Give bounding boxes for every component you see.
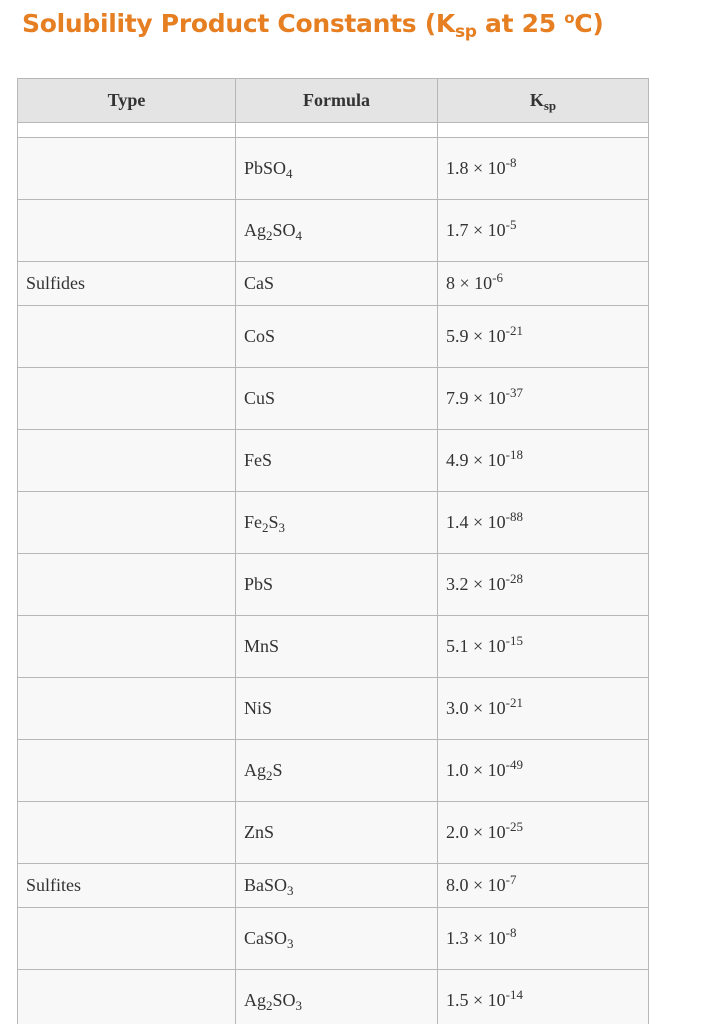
type-cell xyxy=(18,430,236,492)
formula-cell xyxy=(236,430,438,492)
ksp-coefficient: 8.0 × 10 xyxy=(446,875,506,895)
ksp-coefficient: 1.3 × 10 xyxy=(446,928,506,948)
table-row xyxy=(18,262,649,306)
type-cell xyxy=(18,908,236,970)
ksp-cell xyxy=(438,306,649,368)
table-row xyxy=(18,138,649,200)
formula-text: MnS xyxy=(244,636,280,656)
ksp-exponent: -5 xyxy=(505,217,517,232)
ksp-exponent: -15 xyxy=(505,633,523,648)
ksp-coefficient: 5.9 × 10 xyxy=(446,326,506,346)
formula-cell xyxy=(236,970,438,1024)
formula-text: CaSO xyxy=(244,928,288,948)
formula-subscript: 3 xyxy=(287,936,294,951)
formula-text: Ag xyxy=(244,990,266,1010)
formula-subscript: 2 xyxy=(262,520,269,535)
formula-subscript: 2 xyxy=(266,768,273,783)
ksp-exponent: -18 xyxy=(505,447,523,462)
ksp-cell xyxy=(438,430,649,492)
ksp-cell xyxy=(438,864,649,908)
formula-cell xyxy=(236,492,438,554)
formula-text: BaSO xyxy=(244,875,288,895)
title-subscript: sp xyxy=(454,22,477,42)
table-spacer-row xyxy=(18,123,649,138)
formula-cell xyxy=(236,200,438,262)
page-title xyxy=(22,4,603,44)
table-row xyxy=(18,678,649,740)
ksp-cell xyxy=(438,368,649,430)
table-row xyxy=(18,200,649,262)
type-cell xyxy=(18,554,236,616)
ksp-coefficient: 1.8 × 10 xyxy=(446,158,506,178)
type-cell xyxy=(18,306,236,368)
type-cell xyxy=(18,740,236,802)
ksp-cell xyxy=(438,908,649,970)
table-row xyxy=(18,430,649,492)
table-row xyxy=(18,616,649,678)
formula-text: S xyxy=(272,760,283,780)
spacer-cell xyxy=(236,123,438,138)
ksp-coefficient: 3.2 × 10 xyxy=(446,574,506,594)
formula-cell xyxy=(236,908,438,970)
formula-subscript: 2 xyxy=(266,998,273,1013)
table-header-row xyxy=(18,79,649,123)
type-cell: Sulfides xyxy=(18,262,236,306)
formula-text: FeS xyxy=(244,450,273,470)
ksp-coefficient: 2.0 × 10 xyxy=(446,822,506,842)
type-cell xyxy=(18,616,236,678)
formula-cell xyxy=(236,678,438,740)
ksp-cell xyxy=(438,970,649,1024)
table-row xyxy=(18,864,649,908)
ksp-exponent: -21 xyxy=(505,323,523,338)
ksp-exponent: -88 xyxy=(505,509,523,524)
ksp-coefficient: 5.1 × 10 xyxy=(446,636,506,656)
formula-cell xyxy=(236,616,438,678)
ksp-coefficient: 4.9 × 10 xyxy=(446,450,506,470)
column-header-type: Type xyxy=(18,79,236,123)
table-row xyxy=(18,802,649,864)
ksp-coefficient: 8 × 10 xyxy=(446,273,493,293)
formula-cell xyxy=(236,802,438,864)
ksp-exponent: -7 xyxy=(505,872,517,887)
type-cell xyxy=(18,492,236,554)
formula-text: CoS xyxy=(244,326,276,346)
title-text: Solubility Product Constants (K xyxy=(22,9,455,38)
ksp-cell xyxy=(438,492,649,554)
ksp-coefficient: 3.0 × 10 xyxy=(446,698,506,718)
column-header-formula: Formula xyxy=(236,79,438,123)
ksp-exponent: -37 xyxy=(505,385,523,400)
formula-text: S xyxy=(268,512,279,532)
ksp-cell xyxy=(438,200,649,262)
formula-text: CuS xyxy=(244,388,276,408)
formula-cell xyxy=(236,554,438,616)
ksp-cell xyxy=(438,262,649,306)
table-row xyxy=(18,306,649,368)
ksp-exponent: -49 xyxy=(505,757,523,772)
ksp-cell xyxy=(438,740,649,802)
ksp-coefficient: 1.5 × 10 xyxy=(446,990,506,1010)
type-cell xyxy=(18,970,236,1024)
formula-text: NiS xyxy=(244,698,273,718)
ksp-cell xyxy=(438,678,649,740)
type-cell xyxy=(18,678,236,740)
formula-subscript: 4 xyxy=(295,228,303,243)
ksp-cell xyxy=(438,554,649,616)
formula-text: Ag xyxy=(244,760,266,780)
formula-text: Fe xyxy=(244,512,262,532)
ksp-cell xyxy=(438,138,649,200)
table-row xyxy=(18,368,649,430)
formula-subscript: 2 xyxy=(266,228,273,243)
type-cell xyxy=(18,368,236,430)
type-cell xyxy=(18,200,236,262)
formula-subscript: 3 xyxy=(278,520,286,535)
formula-text: CaS xyxy=(244,273,275,293)
spacer-cell xyxy=(18,123,236,138)
table-row xyxy=(18,492,649,554)
ksp-header-subscript: sp xyxy=(543,98,557,113)
ksp-exponent: -8 xyxy=(505,925,517,940)
ksp-coefficient: 1.0 × 10 xyxy=(446,760,506,780)
ksp-exponent: -21 xyxy=(505,695,523,710)
table-body xyxy=(18,138,649,1024)
formula-text: SO xyxy=(272,220,296,240)
table-row xyxy=(18,740,649,802)
column-header-ksp xyxy=(438,79,649,123)
formula-subscript: 3 xyxy=(287,883,294,898)
table-row xyxy=(18,554,649,616)
ksp-coefficient: 7.9 × 10 xyxy=(446,388,506,408)
formula-cell xyxy=(236,138,438,200)
type-cell: Sulfites xyxy=(18,864,236,908)
title-text-mid: at 25 xyxy=(476,9,565,38)
ksp-cell xyxy=(438,802,649,864)
formula-text: SO xyxy=(272,990,296,1010)
spacer-cell xyxy=(438,123,649,138)
formula-text: ZnS xyxy=(244,822,275,842)
formula-text: PbS xyxy=(244,574,274,594)
ksp-exponent: -25 xyxy=(505,819,523,834)
formula-subscript: 4 xyxy=(286,166,293,181)
formula-text: PbSO xyxy=(244,158,287,178)
ksp-exponent: -8 xyxy=(505,155,517,170)
formula-subscript: 3 xyxy=(295,998,303,1013)
formula-cell xyxy=(236,306,438,368)
title-degree-superscript: o xyxy=(564,9,575,27)
ksp-exponent: -14 xyxy=(505,987,523,1002)
ksp-exponent: -6 xyxy=(492,270,503,285)
table-row xyxy=(18,970,649,1024)
title-text-suffix: C) xyxy=(574,9,604,38)
ksp-coefficient: 1.4 × 10 xyxy=(446,512,506,532)
formula-cell xyxy=(236,864,438,908)
table-row xyxy=(18,908,649,970)
ksp-exponent: -28 xyxy=(505,571,523,586)
type-cell xyxy=(18,138,236,200)
formula-cell xyxy=(236,740,438,802)
formula-text: Ag xyxy=(244,220,266,240)
formula-cell xyxy=(236,262,438,306)
ksp-header-main: K xyxy=(529,90,544,110)
ksp-coefficient: 1.7 × 10 xyxy=(446,220,506,240)
type-cell xyxy=(18,802,236,864)
ksp-cell xyxy=(438,616,649,678)
formula-cell xyxy=(236,368,438,430)
ksp-table xyxy=(17,78,649,1024)
